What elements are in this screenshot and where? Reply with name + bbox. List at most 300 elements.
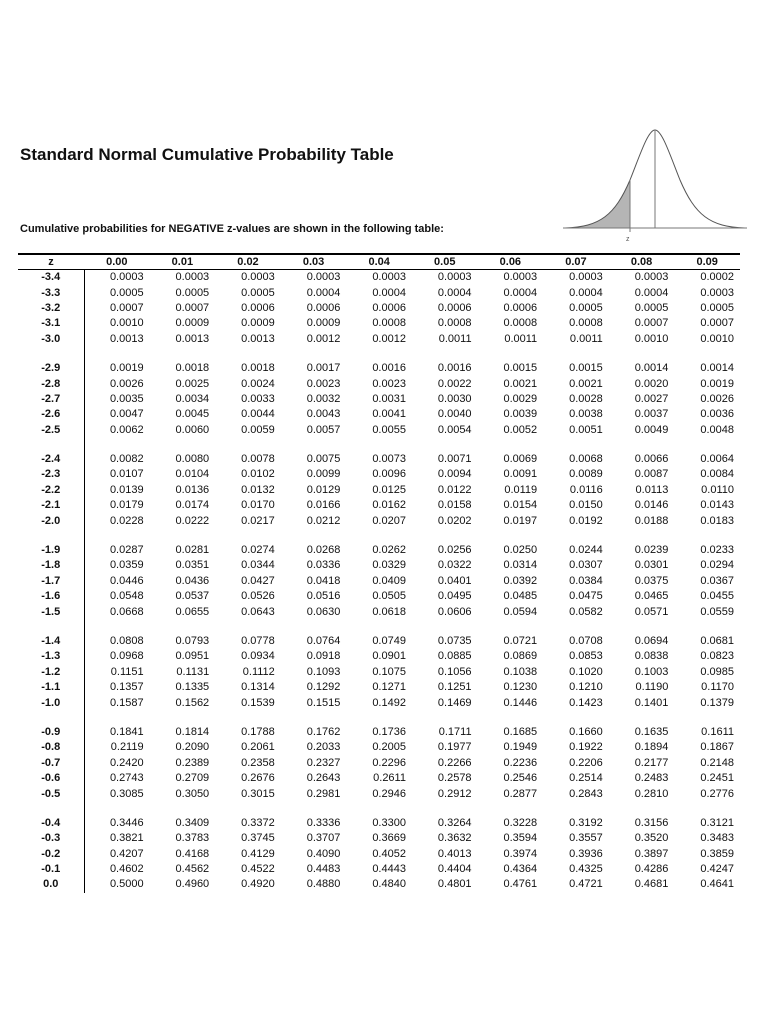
probability-cell: 0.2420 xyxy=(109,756,144,769)
probability-cell: 0.2912 xyxy=(437,787,472,800)
probability-cell: 0.0314 xyxy=(503,559,538,572)
spacer-cell xyxy=(18,711,84,725)
probability-cell: 0.0694 xyxy=(634,635,669,647)
probability-cell: 0.0082 xyxy=(109,453,144,466)
probability-cell: 0.0004 xyxy=(372,286,406,299)
probability-cell: 0.2483 xyxy=(634,772,669,785)
probability-cell: 0.0084 xyxy=(700,468,734,481)
table-row xyxy=(18,574,740,589)
probability-cell: 0.0059 xyxy=(241,423,275,436)
z-value-cell: -0.2 xyxy=(18,847,84,862)
z-value-cell: -3.0 xyxy=(18,332,84,347)
probability-cell: 0.4325 xyxy=(569,863,603,876)
probability-cell: 0.0197 xyxy=(503,514,538,527)
probability-cell: 0.3594 xyxy=(503,832,538,845)
probability-cell: 0.0228 xyxy=(109,514,144,527)
probability-cell: 0.0013 xyxy=(109,332,144,345)
z-value-cell: -1.5 xyxy=(18,604,84,619)
z-value-cell: -2.9 xyxy=(18,361,84,376)
probability-cell: 0.1894 xyxy=(634,741,669,754)
spacer-cell xyxy=(18,438,84,452)
probability-cell: 0.0136 xyxy=(175,483,210,496)
probability-cell: 0.4286 xyxy=(634,863,669,876)
probability-cell: 0.0708 xyxy=(569,635,603,647)
probability-cell: 0.0630 xyxy=(306,605,341,618)
z-value-cell: -2.6 xyxy=(18,407,84,422)
probability-cell: 0.0409 xyxy=(372,574,406,587)
probability-cell: 0.0495 xyxy=(437,590,472,603)
probability-cell: 0.0116 xyxy=(569,483,603,496)
probability-cell: 0.0006 xyxy=(503,301,538,314)
table-row xyxy=(18,316,740,331)
probability-cell: 0.0034 xyxy=(175,392,210,405)
probability-cell: 0.1314 xyxy=(241,681,275,694)
probability-cell: 0.0110 xyxy=(701,483,734,496)
probability-cell: 0.0005 xyxy=(109,286,144,299)
probability-cell: 0.0006 xyxy=(306,301,341,314)
spacer-cell xyxy=(84,347,740,361)
probability-cell: 0.2451 xyxy=(700,772,734,785)
probability-cell: 0.0516 xyxy=(306,590,341,603)
z-value-cell: -0.4 xyxy=(18,816,84,831)
probability-cell: 0.0003 xyxy=(503,271,538,284)
probability-cell: 0.0003 xyxy=(634,271,669,284)
probability-cell: 0.0427 xyxy=(241,574,275,587)
probability-cell: 0.0004 xyxy=(634,286,669,299)
spacer-cell xyxy=(18,347,84,361)
probability-cell: 0.3669 xyxy=(372,832,406,845)
normal-curve-figure xyxy=(560,120,750,245)
probability-cell: 0.0003 xyxy=(569,271,603,284)
z-marker-label: z xyxy=(626,236,630,243)
probability-cell: 0.0005 xyxy=(175,286,210,299)
probability-cell: 0.1210 xyxy=(569,681,603,694)
probability-cell: 0.0028 xyxy=(569,392,603,405)
column-header: 0.03 xyxy=(281,254,347,270)
z-value-cell: -1.7 xyxy=(18,574,84,589)
table-row xyxy=(18,786,740,801)
probability-cell: 0.1736 xyxy=(372,725,406,738)
spacer-cell xyxy=(84,711,740,725)
probability-cell: 0.0401 xyxy=(437,574,472,587)
probability-cell: 0.0006 xyxy=(241,301,275,314)
z-value-cell: -1.1 xyxy=(18,680,84,695)
probability-cell: 0.1131 xyxy=(176,665,210,678)
probability-cell: 0.0344 xyxy=(241,559,275,572)
z-value-cell: -3.3 xyxy=(18,285,84,300)
probability-cell: 0.3745 xyxy=(241,832,275,845)
probability-cell: 0.1020 xyxy=(569,665,603,678)
page-title: Standard Normal Cumulative Probability Table xyxy=(20,145,394,164)
z-value-cell: -1.3 xyxy=(18,649,84,664)
probability-cell: 0.0166 xyxy=(306,499,341,512)
probability-cell: 0.1814 xyxy=(175,725,210,738)
probability-cell: 0.3228 xyxy=(503,816,538,829)
group-spacer xyxy=(18,347,740,361)
z-value-cell: -0.6 xyxy=(18,771,84,786)
probability-cell: 0.1446 xyxy=(503,696,538,709)
probability-cell: 0.0268 xyxy=(306,544,341,557)
probability-cell: 0.0018 xyxy=(241,362,275,375)
probability-cell: 0.0030 xyxy=(437,392,472,405)
column-header: 0.09 xyxy=(674,254,740,270)
probability-cell: 0.1003 xyxy=(634,665,669,678)
probability-cell: 0.0485 xyxy=(503,590,538,603)
z-value-cell: -2.5 xyxy=(18,423,84,438)
probability-cell: 0.1515 xyxy=(306,696,341,709)
z-value-cell: -3.4 xyxy=(18,270,84,286)
probability-cell: 0.0212 xyxy=(306,514,341,527)
probability-cell: 0.0057 xyxy=(306,423,341,436)
probability-cell: 0.1469 xyxy=(437,696,472,709)
column-header: 0.06 xyxy=(478,254,544,270)
probability-cell: 0.0119 xyxy=(504,483,538,496)
probability-cell: 0.0035 xyxy=(109,392,144,405)
probability-cell: 0.0003 xyxy=(700,286,734,299)
probability-cell: 0.3859 xyxy=(700,847,734,860)
probability-cell: 0.1762 xyxy=(306,725,341,738)
probability-cell: 0.0125 xyxy=(372,483,406,496)
z-value-cell: -2.0 xyxy=(18,513,84,528)
table-row xyxy=(18,756,740,771)
z-value-cell: -1.4 xyxy=(18,634,84,649)
group-spacer xyxy=(18,711,740,725)
probability-cell: 0.0351 xyxy=(175,559,210,572)
probability-cell: 0.0011 xyxy=(438,332,472,345)
table-row xyxy=(18,392,740,407)
probability-cell: 0.3264 xyxy=(437,816,472,829)
probability-cell: 0.0007 xyxy=(109,301,144,314)
probability-cell: 0.0853 xyxy=(569,650,603,663)
probability-cell: 0.0026 xyxy=(700,392,734,405)
probability-cell: 0.0174 xyxy=(175,499,210,512)
probability-cell: 0.0139 xyxy=(109,483,144,496)
z-value-cell: -0.8 xyxy=(18,740,84,755)
probability-cell: 0.0192 xyxy=(569,514,603,527)
probability-cell: 0.0008 xyxy=(569,317,603,330)
probability-cell: 0.0089 xyxy=(569,468,603,481)
table-row xyxy=(18,498,740,513)
probability-cell: 0.3897 xyxy=(634,847,669,860)
probability-cell: 0.0262 xyxy=(372,544,406,557)
probability-cell: 0.1867 xyxy=(700,741,734,754)
probability-cell: 0.0078 xyxy=(241,453,275,466)
probability-cell: 0.0901 xyxy=(372,650,406,663)
probability-cell: 0.0010 xyxy=(109,317,144,330)
probability-cell: 0.0069 xyxy=(503,453,538,466)
z-value-cell: -2.3 xyxy=(18,467,84,482)
table-row xyxy=(18,847,740,862)
probability-cell: 0.2981 xyxy=(306,787,341,800)
probability-cell: 0.2877 xyxy=(503,787,538,800)
probability-cell: 0.1357 xyxy=(109,681,144,694)
table-row xyxy=(18,649,740,664)
probability-cell: 0.0005 xyxy=(634,301,669,314)
probability-cell: 0.0548 xyxy=(109,590,144,603)
probability-cell: 0.0006 xyxy=(437,301,472,314)
probability-cell: 0.0004 xyxy=(503,286,538,299)
probability-cell: 0.0571 xyxy=(634,605,669,618)
probability-cell: 0.2148 xyxy=(700,756,734,769)
probability-cell: 0.4247 xyxy=(700,863,734,876)
probability-cell: 0.3156 xyxy=(634,816,669,829)
probability-cell: 0.0735 xyxy=(437,635,472,647)
probability-cell: 0.0016 xyxy=(372,362,406,375)
probability-cell: 0.0003 xyxy=(306,271,341,284)
probability-cell: 0.0838 xyxy=(634,650,669,663)
probability-cell: 0.0099 xyxy=(306,468,341,481)
probability-cell: 0.0207 xyxy=(372,514,406,527)
probability-cell: 0.0091 xyxy=(503,468,538,481)
probability-cell: 0.3121 xyxy=(700,816,734,829)
z-value-cell: -2.7 xyxy=(18,392,84,407)
probability-cell: 0.0375 xyxy=(634,574,669,587)
probability-cell: 0.0014 xyxy=(634,362,669,375)
probability-cell: 0.0107 xyxy=(109,468,144,481)
probability-cell: 0.4801 xyxy=(437,878,472,891)
probability-cell: 0.4483 xyxy=(306,863,341,876)
z-value-cell: -2.8 xyxy=(18,376,84,391)
probability-cell: 0.1587 xyxy=(109,696,144,709)
probability-cell: 0.3483 xyxy=(700,832,734,845)
probability-cell: 0.4880 xyxy=(306,878,341,891)
probability-cell: 0.0021 xyxy=(569,377,603,390)
probability-cell: 0.0020 xyxy=(634,377,669,390)
probability-cell: 0.0075 xyxy=(306,453,341,466)
z-value-cell: -1.9 xyxy=(18,543,84,558)
probability-cell: 0.2177 xyxy=(634,756,669,769)
probability-cell: 0.0446 xyxy=(109,574,144,587)
probability-cell: 0.0239 xyxy=(634,544,669,557)
probability-cell: 0.3336 xyxy=(306,816,341,829)
probability-cell: 0.4013 xyxy=(437,847,472,860)
table-row xyxy=(18,285,740,300)
probability-cell: 0.0582 xyxy=(569,605,603,618)
probability-cell: 0.0104 xyxy=(175,468,210,481)
probability-cell: 0.0016 xyxy=(437,362,472,375)
probability-cell: 0.0045 xyxy=(175,408,210,421)
probability-cell: 0.0038 xyxy=(569,408,603,421)
spacer-cell xyxy=(18,529,84,543)
probability-cell: 0.1112 xyxy=(242,665,275,678)
probability-cell: 0.0008 xyxy=(437,317,472,330)
probability-cell: 0.0003 xyxy=(372,271,406,284)
probability-cell: 0.1977 xyxy=(437,741,472,754)
probability-cell: 0.1335 xyxy=(175,681,210,694)
probability-cell: 0.4443 xyxy=(372,863,406,876)
probability-cell: 0.0384 xyxy=(569,574,603,587)
probability-cell: 0.0143 xyxy=(700,499,734,512)
z-value-cell: -0.1 xyxy=(18,862,84,877)
table-row xyxy=(18,361,740,376)
probability-cell: 0.2033 xyxy=(306,741,341,754)
probability-cell: 0.0004 xyxy=(437,286,472,299)
probability-cell: 0.0668 xyxy=(109,605,144,618)
probability-cell: 0.0655 xyxy=(175,605,210,618)
probability-cell: 0.3936 xyxy=(569,847,603,860)
probability-cell: 0.0054 xyxy=(437,423,472,436)
probability-cell: 0.0436 xyxy=(175,574,210,587)
probability-cell: 0.0951 xyxy=(175,650,210,663)
probability-cell: 0.1788 xyxy=(241,725,275,738)
probability-cell: 0.1093 xyxy=(306,665,341,678)
z-value-cell: -1.2 xyxy=(18,665,84,680)
probability-cell: 0.3050 xyxy=(175,787,210,800)
table-row xyxy=(18,558,740,573)
probability-cell: 0.2676 xyxy=(241,772,275,785)
probability-cell: 0.0749 xyxy=(372,635,406,647)
probability-cell: 0.2358 xyxy=(241,756,275,769)
probability-cell: 0.0307 xyxy=(569,559,603,572)
probability-cell: 0.0040 xyxy=(437,408,472,421)
probability-cell: 0.2776 xyxy=(700,787,734,800)
probability-cell: 0.4920 xyxy=(241,878,275,891)
z-value-cell: -1.8 xyxy=(18,558,84,573)
probability-cell: 0.2090 xyxy=(175,741,210,754)
probability-cell: 0.0618 xyxy=(372,605,406,618)
probability-cell: 0.0778 xyxy=(241,635,275,647)
probability-cell: 0.0049 xyxy=(634,423,669,436)
probability-cell: 0.3015 xyxy=(241,787,275,800)
probability-cell: 0.1611 xyxy=(701,725,734,738)
probability-cell: 0.0918 xyxy=(306,650,341,663)
probability-cell: 0.0465 xyxy=(634,590,669,603)
z-value-cell: -3.2 xyxy=(18,301,84,316)
probability-cell: 0.4641 xyxy=(700,878,734,891)
probability-cell: 0.0274 xyxy=(241,544,275,557)
probability-cell: 0.3192 xyxy=(569,816,603,829)
probability-cell: 0.0002 xyxy=(700,271,734,284)
probability-cell: 0.0036 xyxy=(700,408,734,421)
probability-cell: 0.0122 xyxy=(437,483,472,496)
table-row xyxy=(18,376,740,391)
column-header: 0.00 xyxy=(84,254,150,270)
z-value-cell: -0.7 xyxy=(18,756,84,771)
probability-cell: 0.0322 xyxy=(437,559,472,572)
probability-cell: 0.1251 xyxy=(437,681,472,694)
table-row xyxy=(18,740,740,755)
probability-cell: 0.0808 xyxy=(109,635,144,647)
probability-cell: 0.0681 xyxy=(700,635,734,647)
column-header: 0.05 xyxy=(412,254,478,270)
table-row xyxy=(18,816,740,831)
probability-cell: 0.1379 xyxy=(700,696,734,709)
probability-cell: 0.0023 xyxy=(306,377,341,390)
spacer-cell xyxy=(84,620,740,634)
spacer-cell xyxy=(18,620,84,634)
probability-cell: 0.0013 xyxy=(175,332,210,345)
column-header: 0.08 xyxy=(609,254,675,270)
probability-cell: 0.0019 xyxy=(700,377,734,390)
table-row xyxy=(18,513,740,528)
probability-cell: 0.0162 xyxy=(372,499,406,512)
probability-cell: 0.0060 xyxy=(175,423,210,436)
probability-cell: 0.4404 xyxy=(437,863,472,876)
probability-cell: 0.1401 xyxy=(634,696,669,709)
probability-cell: 0.2546 xyxy=(503,772,538,785)
probability-cell: 0.0188 xyxy=(634,514,669,527)
probability-cell: 0.2389 xyxy=(175,756,210,769)
z-value-cell: -0.5 xyxy=(18,786,84,801)
probability-cell: 0.4960 xyxy=(175,878,210,891)
probability-cell: 0.0019 xyxy=(109,362,144,375)
table-row xyxy=(18,452,740,467)
probability-cell: 0.0009 xyxy=(175,317,210,330)
probability-cell: 0.3520 xyxy=(634,832,669,845)
probability-cell: 0.0132 xyxy=(241,483,275,496)
probability-cell: 0.0256 xyxy=(437,544,472,557)
probability-cell: 0.0007 xyxy=(634,317,669,330)
probability-cell: 0.3783 xyxy=(175,832,210,845)
probability-cell: 0.0455 xyxy=(700,590,734,603)
probability-cell: 0.1292 xyxy=(306,681,341,694)
probability-cell: 0.0080 xyxy=(175,453,210,466)
probability-cell: 0.4052 xyxy=(372,847,406,860)
probability-cell: 0.2236 xyxy=(503,756,538,769)
probability-cell: 0.0764 xyxy=(306,635,341,647)
table-row xyxy=(18,877,740,892)
table-row xyxy=(18,771,740,786)
column-header-z: z xyxy=(18,254,84,270)
table-row xyxy=(18,634,740,649)
column-header: 0.02 xyxy=(215,254,281,270)
probability-cell: 0.3557 xyxy=(569,832,603,845)
table-row xyxy=(18,831,740,846)
probability-cell: 0.1423 xyxy=(569,696,603,709)
probability-cell: 0.4681 xyxy=(634,878,669,891)
probability-cell: 0.0017 xyxy=(306,362,341,375)
probability-cell: 0.2743 xyxy=(109,772,144,785)
probability-cell: 0.0043 xyxy=(306,408,341,421)
probability-cell: 0.0179 xyxy=(109,499,144,512)
probability-cell: 0.1075 xyxy=(372,665,406,678)
probability-cell: 0.1190 xyxy=(635,681,669,694)
probability-cell: 0.0146 xyxy=(634,499,669,512)
probability-cell: 0.0032 xyxy=(306,392,341,405)
probability-cell: 0.0505 xyxy=(372,590,406,603)
probability-cell: 0.1492 xyxy=(372,696,406,709)
probability-cell: 0.0154 xyxy=(503,499,538,512)
probability-cell: 0.0009 xyxy=(306,317,341,330)
probability-cell: 0.0003 xyxy=(241,271,275,284)
column-header: 0.07 xyxy=(543,254,609,270)
probability-cell: 0.0294 xyxy=(700,559,734,572)
header-row xyxy=(18,254,740,270)
probability-cell: 0.2119 xyxy=(110,741,144,754)
probability-cell: 0.0643 xyxy=(241,605,275,618)
probability-cell: 0.4207 xyxy=(109,847,144,860)
probability-cell: 0.0233 xyxy=(700,544,734,557)
probability-cell: 0.0062 xyxy=(109,423,144,436)
probability-cell: 0.1230 xyxy=(503,681,538,694)
probability-cell: 0.2709 xyxy=(175,772,210,785)
probability-cell: 0.0222 xyxy=(175,514,210,527)
probability-cell: 0.0287 xyxy=(109,544,144,557)
probability-cell: 0.0793 xyxy=(175,635,210,647)
table-row xyxy=(18,332,740,347)
probability-cell: 0.0051 xyxy=(569,423,603,436)
spacer-cell xyxy=(84,529,740,543)
probability-cell: 0.3372 xyxy=(241,816,275,829)
probability-cell: 0.0006 xyxy=(372,301,406,314)
probability-cell: 0.0170 xyxy=(241,499,275,512)
probability-cell: 0.4721 xyxy=(569,878,603,891)
probability-cell: 0.0033 xyxy=(241,392,275,405)
probability-cell: 0.0013 xyxy=(241,332,275,345)
table-row xyxy=(18,680,740,695)
probability-cell: 0.3409 xyxy=(175,816,210,829)
probability-cell: 0.1685 xyxy=(503,725,538,738)
